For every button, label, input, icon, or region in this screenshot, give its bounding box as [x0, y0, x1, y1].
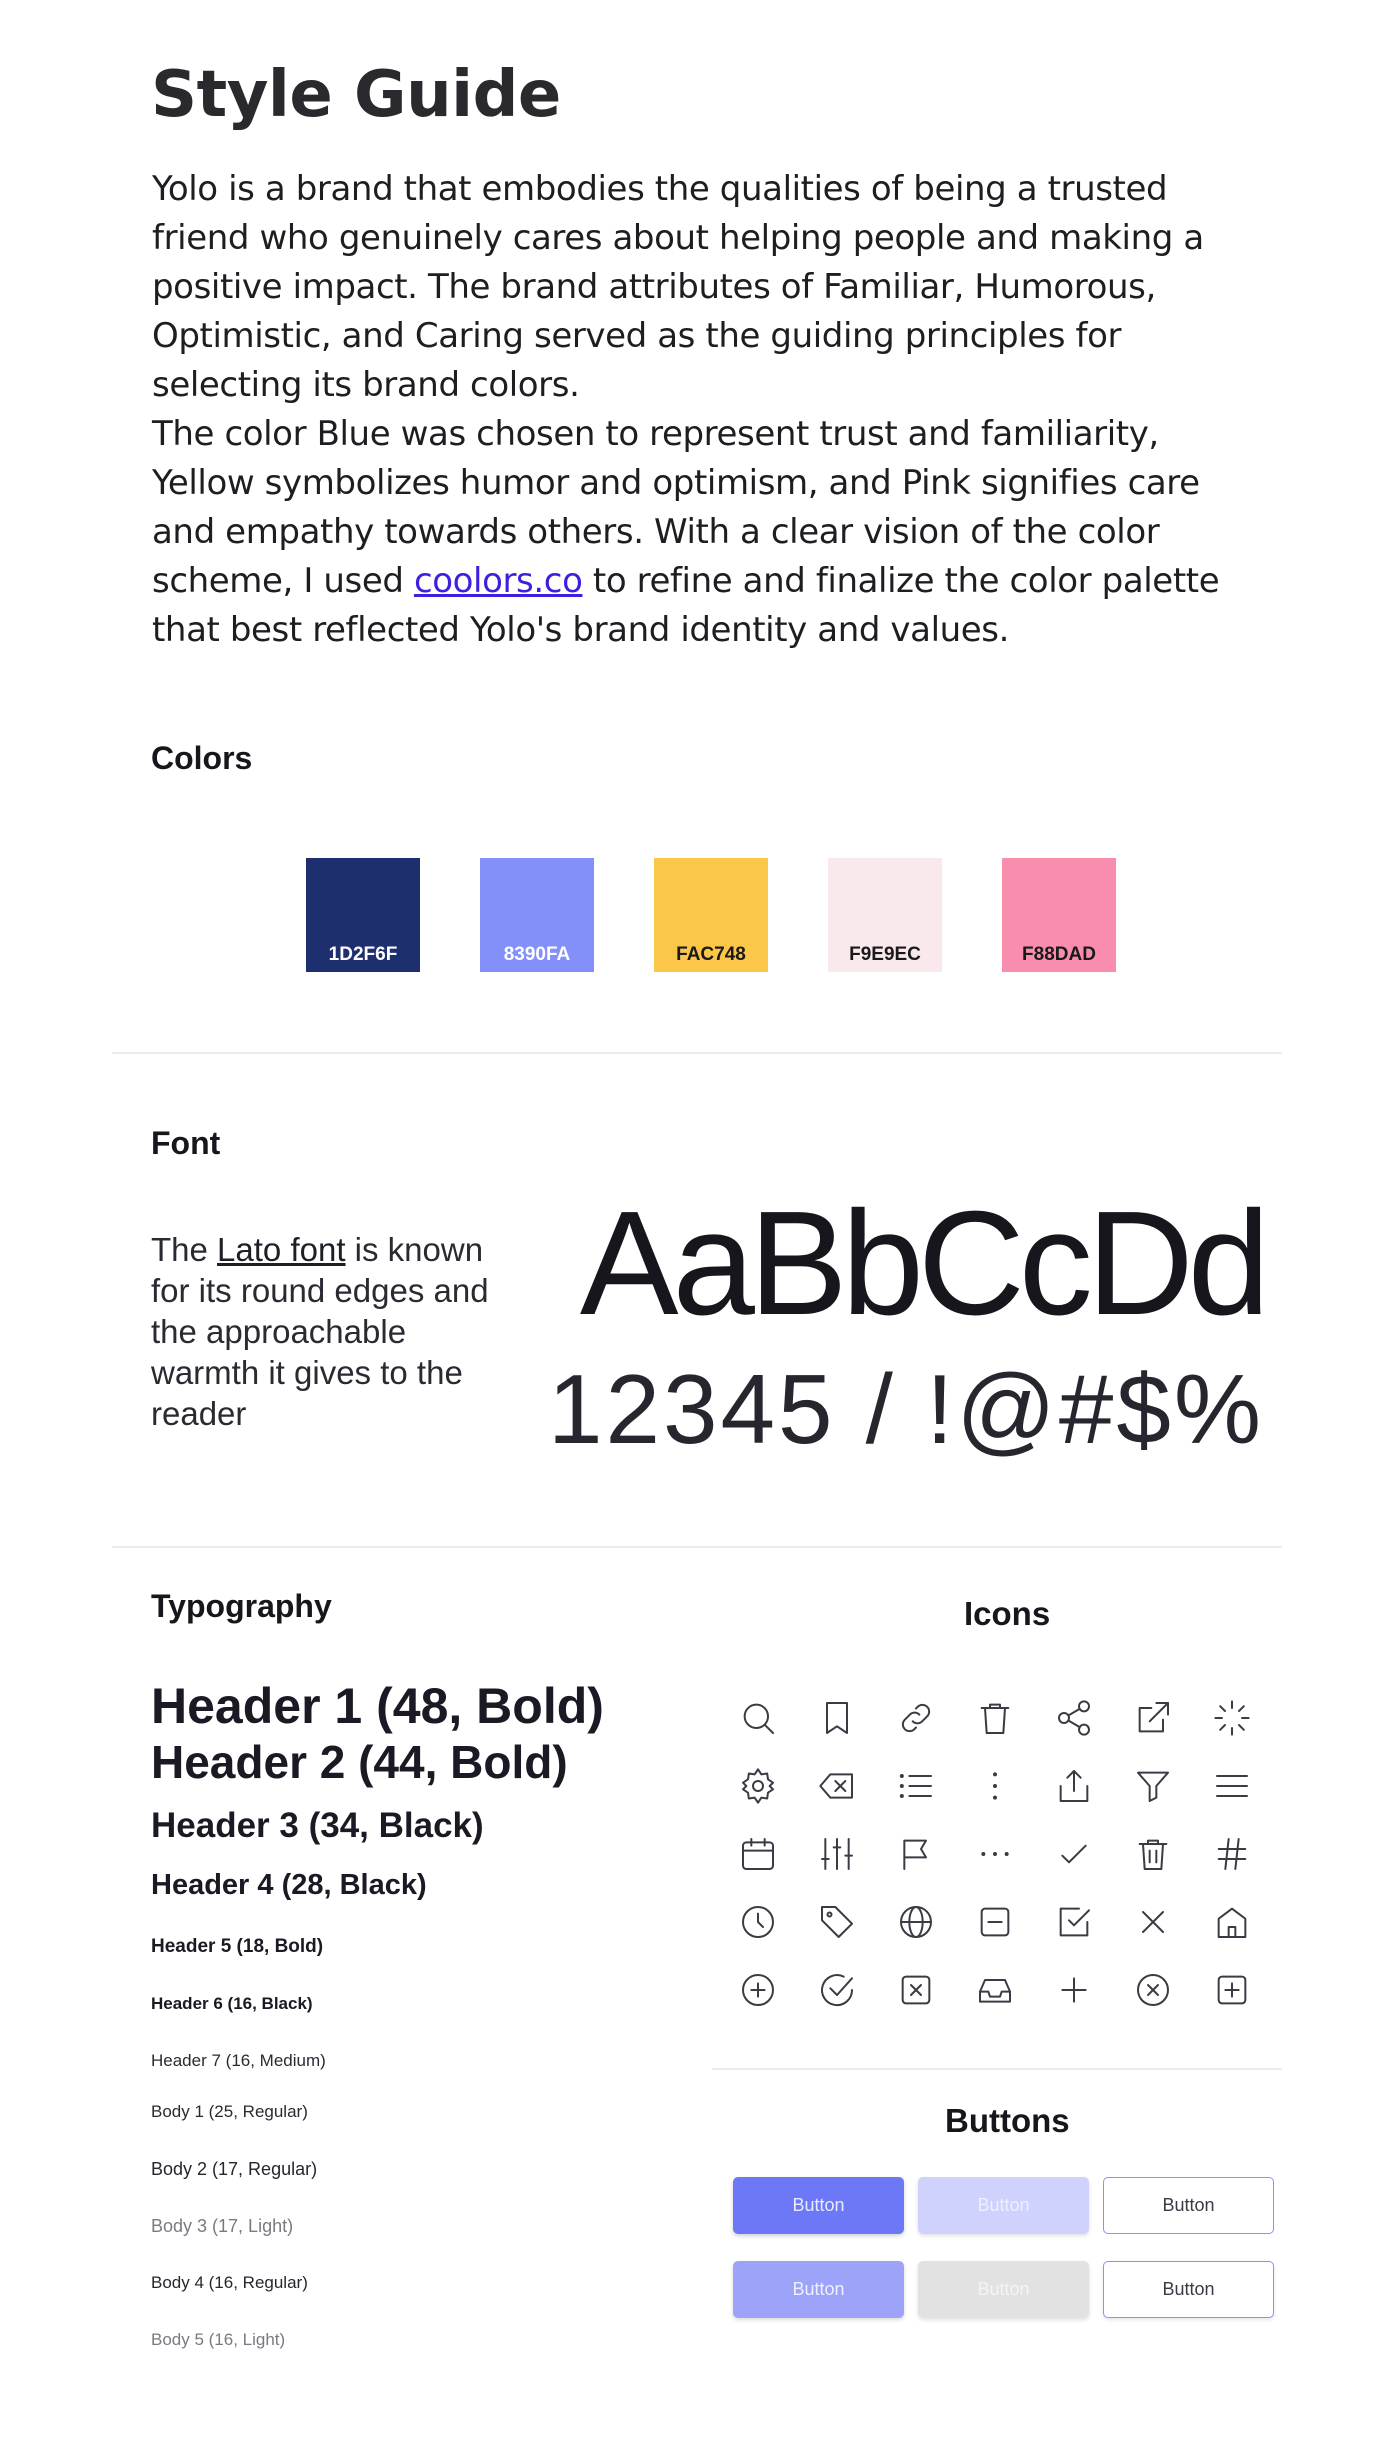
filter-icon[interactable]	[1133, 1766, 1173, 1806]
close-icon[interactable]	[1133, 1902, 1173, 1942]
check-icon[interactable]	[1054, 1834, 1094, 1874]
typo-header-7: Header 7 (16, Medium)	[151, 2051, 326, 2070]
inbox-icon[interactable]	[975, 1970, 1015, 2010]
typo-body-5: Body 5 (16, Light)	[151, 2330, 286, 2349]
backspace-icon[interactable]	[817, 1766, 857, 1806]
delete-icon[interactable]	[1133, 1834, 1173, 1874]
typo-body-4: Body 4 (16, Regular)	[151, 2273, 308, 2292]
x-square-icon[interactable]	[896, 1970, 936, 2010]
swatch-label: F88DAD	[1022, 944, 1096, 965]
check-circle-icon[interactable]	[817, 1970, 857, 2010]
clock-icon[interactable]	[738, 1902, 778, 1942]
intro-p2-before: The color Blue was chosen to represent trust and familiarity, Yellow symbolizes humor and optimism, and Pink signifies care and empathy towards others. With a clear vision of the color scheme, I used	[152, 414, 1200, 601]
swatch-periwinkle	[480, 858, 594, 972]
lato-font-link[interactable]: Lato font	[217, 1231, 346, 1268]
font-description	[151, 1229, 491, 1434]
typo-body-3: Body 3 (17, Light)	[151, 2216, 294, 2236]
coolors-link[interactable]: coolors.co	[413, 561, 583, 601]
share-icon[interactable]	[1054, 1698, 1094, 1738]
font-desc-before: The	[151, 1231, 218, 1268]
primary-button-disabled[interactable]: Button	[918, 2177, 1089, 2234]
swatch-light-pink	[828, 858, 942, 972]
primary-button-hover[interactable]: Button	[733, 2261, 904, 2318]
flag-icon[interactable]	[896, 1834, 936, 1874]
typo-body-1: Body 1 (25, Regular)	[151, 2102, 308, 2121]
calendar-icon[interactable]	[738, 1834, 778, 1874]
typo-header-5: Header 5 (18, Bold)	[151, 1936, 324, 1957]
font-title: Font	[151, 1125, 221, 1161]
font-sample-characters: 12345 / !@#$%	[547, 1354, 1264, 1464]
swatch-yellow	[654, 858, 768, 972]
intro-paragraph-1: Yolo is a brand that embodies the qualities of being a trusted friend who genuinely cares about helping people and making a positive impact. The brand attributes of Familiar, Humorous, Optimistic, and Caring served as the guiding principles for selecting its brand colors.	[152, 169, 1204, 405]
more-vertical-icon[interactable]	[975, 1766, 1015, 1806]
gray-button-disabled[interactable]: Button	[918, 2261, 1089, 2318]
upload-icon[interactable]	[1054, 1766, 1094, 1806]
external-link-icon[interactable]	[1133, 1698, 1173, 1738]
colors-title: Colors	[151, 740, 253, 776]
typo-header-1: Header 1 (48, Bold)	[151, 1678, 604, 1734]
search-icon[interactable]	[738, 1698, 778, 1738]
plus-icon[interactable]	[1054, 1970, 1094, 2010]
swatch-navy	[306, 858, 420, 972]
page-title: Style Guide	[151, 58, 561, 132]
globe-icon[interactable]	[896, 1902, 936, 1942]
bookmark-icon[interactable]	[817, 1698, 857, 1738]
link-icon[interactable]	[896, 1698, 936, 1738]
outline-button[interactable]: Button	[1103, 2177, 1274, 2234]
sliders-icon[interactable]	[817, 1834, 857, 1874]
home-icon[interactable]	[1212, 1902, 1252, 1942]
font-desc-after: is known for its round edges and the approachable warmth it gives to the reader	[151, 1231, 489, 1432]
swatch-label: 8390FA	[503, 944, 571, 965]
plus-square-icon[interactable]	[1212, 1970, 1252, 2010]
swatch-pink	[1002, 858, 1116, 972]
list-icon[interactable]	[896, 1766, 936, 1806]
more-horizontal-icon[interactable]	[975, 1834, 1015, 1874]
settings-icon[interactable]	[738, 1766, 778, 1806]
swatch-label: 1D2F6F	[328, 944, 398, 965]
check-square-icon[interactable]	[1054, 1902, 1094, 1942]
tag-icon[interactable]	[817, 1902, 857, 1942]
menu-icon[interactable]	[1212, 1766, 1252, 1806]
swatch-label: F9E9EC	[849, 944, 921, 965]
font-sample-letters: AaBbCcDd	[579, 1181, 1264, 1346]
typo-header-6: Header 6 (16, Black)	[151, 1994, 313, 2013]
minus-square-icon[interactable]	[975, 1902, 1015, 1942]
typo-header-2: Header 2 (44, Bold)	[151, 1736, 568, 1788]
hash-icon[interactable]	[1212, 1834, 1252, 1874]
divider	[712, 2068, 1282, 2070]
intro-paragraph-2	[152, 410, 1262, 655]
typo-body-2: Body 2 (17, Regular)	[151, 2159, 318, 2179]
intro-p2-after: to refine and finalize the color palette that best reflected Yolo's brand identity and values.	[152, 561, 1220, 650]
typography-title: Typography	[151, 1588, 332, 1624]
swatch-label: FAC748	[676, 944, 746, 965]
loader-icon	[1212, 1698, 1252, 1738]
typo-header-4: Header 4 (28, Black)	[151, 1869, 427, 1901]
divider	[112, 1052, 1282, 1054]
buttons-title: Buttons	[945, 2102, 1070, 2139]
outline-button-hover[interactable]: Button	[1103, 2261, 1274, 2318]
typo-header-3: Header 3 (34, Black)	[151, 1806, 484, 1845]
intro-text	[152, 165, 1262, 655]
trash-icon[interactable]	[975, 1698, 1015, 1738]
x-circle-icon[interactable]	[1133, 1970, 1173, 2010]
primary-button[interactable]: Button	[733, 2177, 904, 2234]
divider	[112, 1546, 1282, 1548]
plus-circle-icon[interactable]	[738, 1970, 778, 2010]
icons-title: Icons	[964, 1595, 1051, 1632]
